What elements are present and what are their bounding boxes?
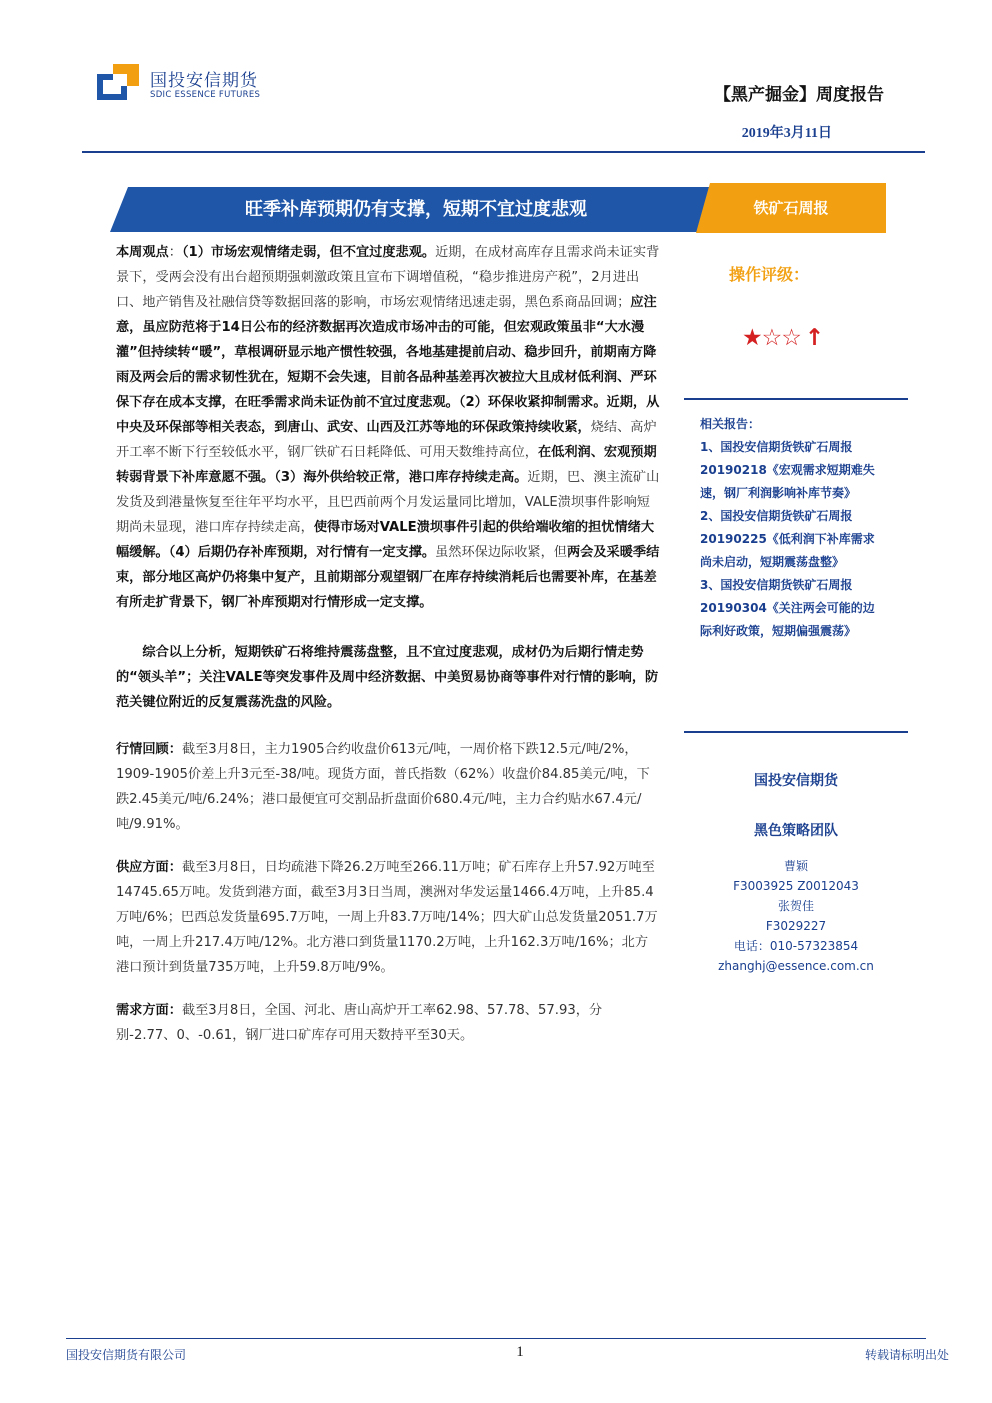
analyst-license: F3003925 Z0012043 (733, 879, 859, 893)
team-company: 国投安信期货 (754, 773, 838, 789)
rating-stars (742, 325, 823, 351)
sidebar-divider-top (684, 398, 908, 400)
view-point-3: 在低利润、宏观预期转弱背景下补库意愿不强。（3）海外供给较正常，港口库存持续走高。 (116, 445, 657, 485)
report-date: 2019年3月11日 (741, 126, 832, 141)
analyst-license: F3029227 (765, 919, 827, 933)
demand-paragraph (116, 998, 661, 1048)
view-text: 虽然环保边际收紧，但 (435, 545, 567, 560)
weekly-view-label: 本周观点 (116, 245, 169, 260)
view-point-4: 使得市场对VALE溃坝事件引起的供给端收缩的担忧情绪大幅缓解。（4）后期仍存补库预期，对行情有一定支撑。 (116, 520, 655, 560)
related-line: 速，钢厂利润影响补库节奏》 (700, 486, 857, 500)
view-point-1: （1）市场宏观情绪走弱，但不宜过度悲观。 (181, 245, 436, 260)
view-text: 近期，巴、澳主流矿山发货及到港量恢复至往年平均水平，且巴西前两个月发运量同比增加，VALE溃坝事件影响短期尚未显现，港口库存持续走高， (116, 470, 660, 535)
related-line: 2、国投安信期货铁矿石周报 (700, 509, 853, 523)
related-line: 20190304《关注两会可能的边 (700, 601, 875, 615)
sidebar-divider-bottom (684, 731, 908, 733)
arrow-up-icon: ↑ (804, 325, 824, 351)
category-tag-label: 铁矿石周报 (753, 199, 829, 217)
view-point-2: 应注意，虽应防范将于14日公布的经济数据再次造成市场冲击的可能，但宏观政策虽非“大水漫灌”但持续转“暖”，草根调研显示地产惯性较强，各地基建提前启动、稳步回升，前期南方降雨及两会后的需求韧性犹在，短期不会失速，目前各品种基差再次被拉大且成材低利润、严环保下存在成本支撑，在旺季需求尚未证伪前不宜过度悲观。（2）环保收紧抑制需求。近期，从中央及环保部等相关表态，到唐山、武安、山西及江苏等地的环保政策持续收紧， (116, 295, 660, 435)
view-text: ： (168, 245, 182, 260)
supply-label: 供应方面： (116, 860, 182, 875)
report-type: 【黑产掘金】周度报告 (714, 85, 884, 105)
related-line: 际利好政策，短期偏强震荡》 (700, 624, 857, 638)
logo-company-name-en: SDIC ESSENCE FUTURES (150, 90, 261, 100)
star-icons: ★☆☆ (742, 325, 801, 351)
footer-company: 国投安信期货有限公司 (66, 1348, 187, 1362)
team-name: 黑色策略团队 (754, 823, 838, 839)
market-review-label: 行情回顾： (116, 742, 182, 757)
related-line: 3、国投安信期货铁矿石周报 (700, 578, 853, 592)
view-point-5: 两会及采暖季结束，部分地区高炉仍将集中复产，且前期部分观望钢厂在库存持续消耗后也需要补库，在基差有所走扩背景下，钢厂补库预期对行情形成一定支撑。 (116, 545, 660, 610)
view-text: 烧结、高炉开工率不断下行至较低水平，钢厂铁矿石日耗降低、可用天数维持高位， (116, 420, 657, 460)
weekly-view-paragraph (116, 240, 661, 615)
contact-phone: 电话：010-57323854 (733, 939, 859, 953)
related-reports (700, 413, 915, 643)
related-line: 20190225《低利润下补库需求 (700, 532, 875, 546)
contact-email[interactable]: zhanghj@essence.com.cn (718, 959, 874, 973)
main-content (116, 240, 661, 1048)
demand-label: 需求方面： (116, 1003, 182, 1018)
market-review-text: 截至3月8日，主力1905合约收盘价613元/吨，一周价格下跌12.5元/吨/2%，1909-1905价差上升3元至-38/吨。现货方面，普氏指数（62%）收盘价84.85美元/吨，下跌2.45美元/吨/6.24%；港口最便宜可交割品折盘面价680.4元/吨，主力合约贴水67.4元/吨/9.91%。 (116, 742, 650, 832)
supply-paragraph (116, 855, 661, 980)
company-logo-icon (97, 64, 139, 100)
report-title: 旺季补库预期仍有支撑，短期不宜过度悲观 (245, 199, 587, 220)
analyst-name: 曹颖 (783, 859, 808, 873)
header-divider (82, 151, 925, 153)
related-title: 相关报告： (700, 417, 761, 431)
demand-text: 截至3月8日，全国、河北、唐山高炉开工率62.98、57.78、57.93，分别-2.77、0、-0.61，钢厂进口矿库存可用天数持平至30天。 (116, 1003, 603, 1043)
rating-label: 操作评级： (729, 265, 810, 284)
market-review-paragraph (116, 737, 661, 837)
view-text: 近期，在成材高库存且需求尚未证实背景下，受两会没有出台超预期强刺激政策且宣布下调增值税，“稳步推进房产税”，2月进出口、地产销售及社融信贷等数据回落的影响，市场宏观情绪迅速走弱，黑色系商品回调； (116, 245, 660, 310)
related-line: 1、国投安信期货铁矿石周报 (700, 440, 853, 454)
team-block (684, 770, 908, 840)
supply-text: 截至3月8日，日均疏港下降26.2万吨至266.11万吨；矿石库存上升57.92万吨至14745.65万吨。发货到港方面，截至3月3日当周，澳洲对华发运量1466.4万吨，上升85.4万吨/6%；巴西总发货量695.7万吨，一周上升83.7万吨/14%；四大矿山总发货量2051.7万吨，一周上升217.4万吨/12%。北方港口到货量1170.2万吨，上升162.3万吨/16%；北方港口预计到货量735万吨，上升59.8万吨/9%。 (116, 860, 658, 975)
footer-divider (66, 1338, 926, 1339)
related-line: 尚未启动，短期震荡盘整》 (700, 555, 845, 569)
analyst-name: 张贺佳 (777, 899, 814, 913)
footer-notice: 转载请标明出处 (865, 1348, 950, 1362)
summary-paragraph (116, 640, 661, 715)
analyst-contact (684, 856, 908, 976)
summary-text: 综合以上分析，短期铁矿石将维持震荡盘整，且不宜过度悲观，成材仍为后期行情走势的“领头羊”；关注VALE等突发事件及周中经济数据、中美贸易协商等事件对行情的影响，防范关键位附近的反复震荡洗盘的风险。 (116, 645, 659, 710)
page-number: 1 (516, 1344, 524, 1360)
logo-company-name: 国投安信期货 (150, 71, 258, 91)
related-line: 20190218《宏观需求短期难失 (700, 463, 875, 477)
